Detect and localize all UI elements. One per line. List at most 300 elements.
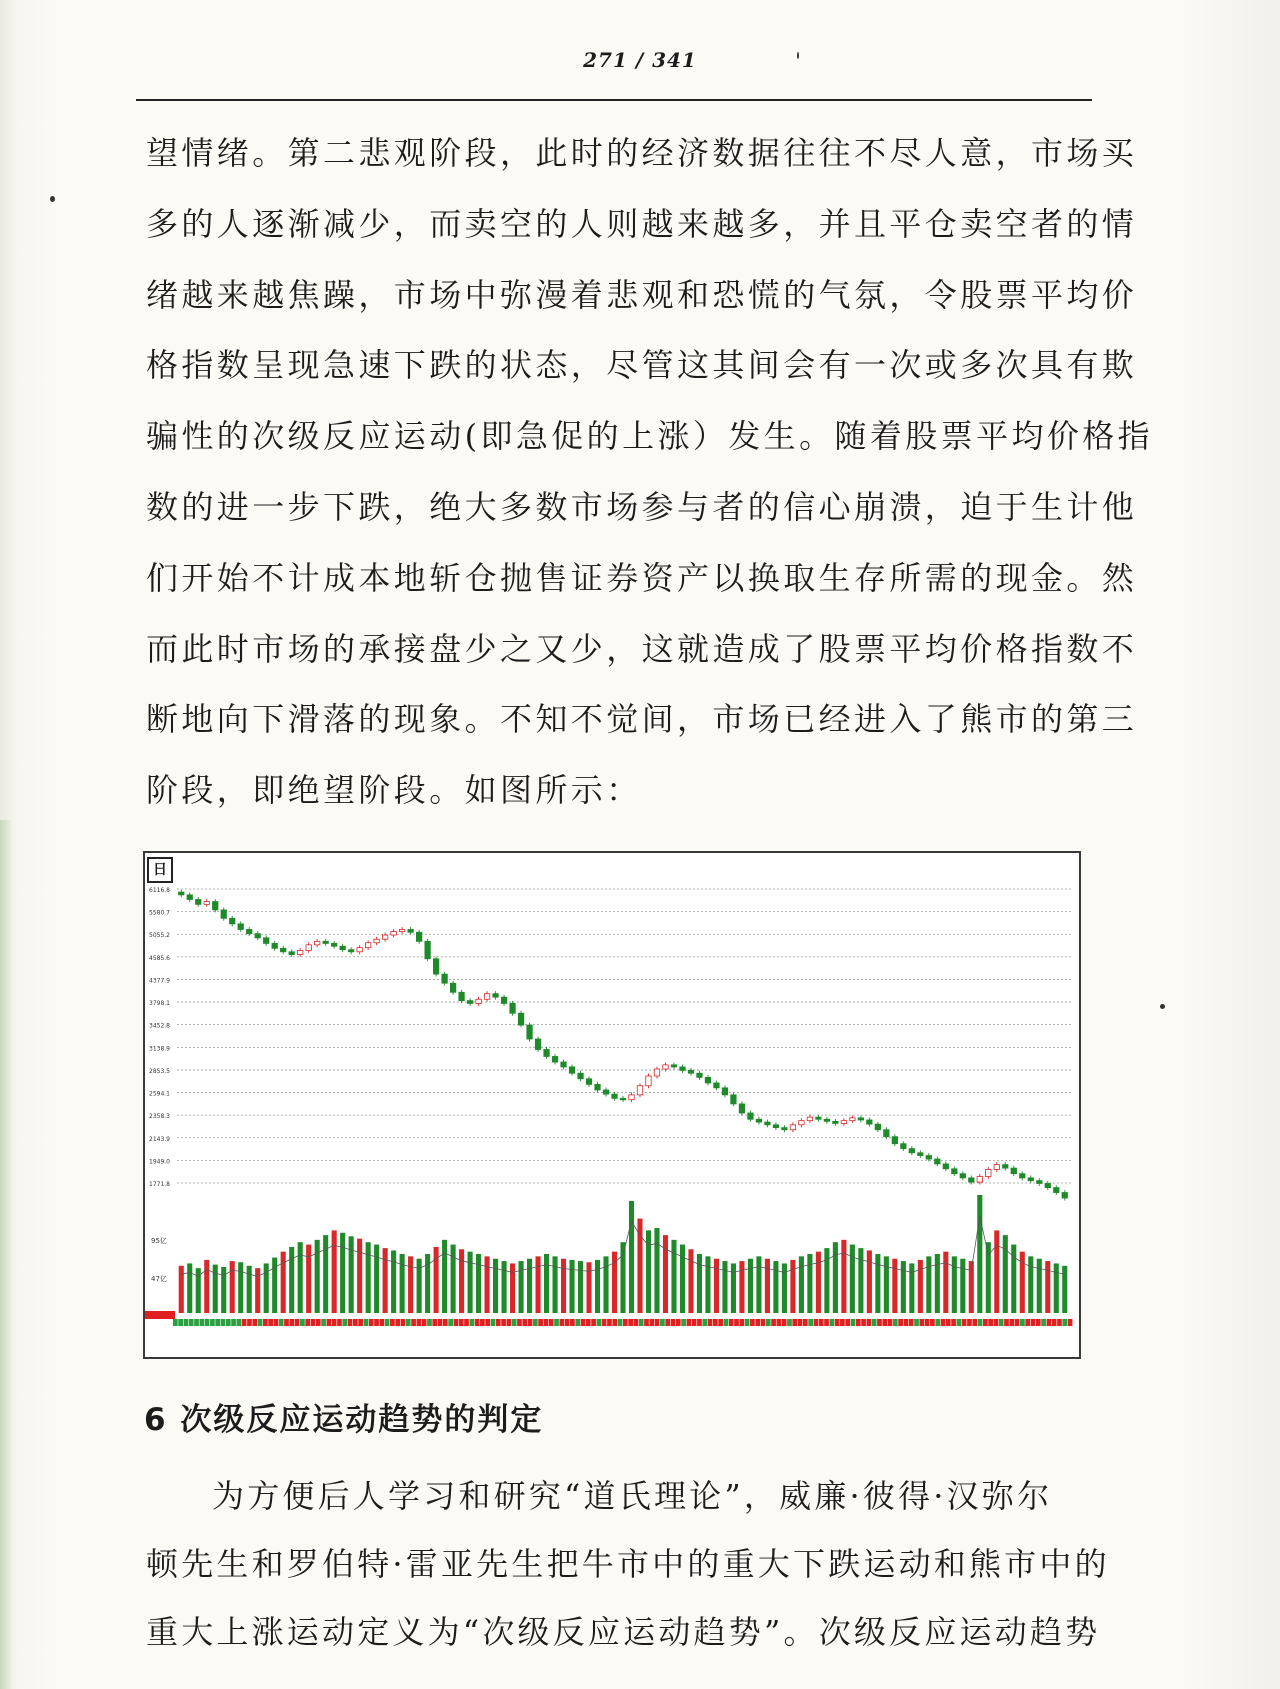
volume-bar — [892, 1259, 897, 1313]
volume-bar — [340, 1233, 345, 1313]
paragraph-line: 断地向下滑落的现象。不知不觉间，市场已经进入了熊市的第三 — [146, 700, 1138, 739]
section-paragraph — [146, 1462, 1110, 1666]
signal-strip-cell — [665, 1319, 670, 1326]
signal-strip-cell — [544, 1319, 549, 1326]
candle-body — [816, 1117, 821, 1119]
signal-strip-cell — [189, 1319, 194, 1326]
volume-bar — [213, 1265, 218, 1313]
volume-bar — [595, 1260, 600, 1313]
candle-body — [280, 948, 285, 951]
price-tick-label: 2853.5 — [149, 1067, 170, 1075]
signal-strip-cell — [808, 1319, 813, 1326]
candle-body — [799, 1121, 804, 1125]
signal-strip-cell — [771, 1319, 776, 1326]
section-heading: 6 次级反应运动趋势的判定 — [144, 1402, 544, 1438]
signal-strip-cell — [946, 1319, 951, 1326]
volume-bar — [485, 1256, 490, 1313]
volume-bar — [391, 1250, 396, 1313]
signal-strip-cell — [364, 1319, 369, 1326]
volume-bar — [629, 1201, 634, 1313]
signal-strip-cell — [655, 1319, 660, 1326]
paragraph-line: 而此时市场的承接盘少之又少，这就造成了股票平均价格指数不 — [146, 629, 1138, 668]
volume-bar — [680, 1245, 685, 1313]
volume-bar — [671, 1240, 676, 1313]
paragraph-line: 顿先生和罗伯特·雷亚先生把牛市中的重大下跌运动和熊市中的 — [146, 1545, 1110, 1583]
volume-bar — [451, 1245, 456, 1313]
volume-bar — [468, 1252, 473, 1313]
volume-bar — [909, 1263, 914, 1313]
signal-strip-cell — [941, 1319, 946, 1326]
candle-body — [425, 941, 430, 958]
print-speck — [797, 52, 799, 59]
price-tick-label: 3798.1 — [149, 1000, 170, 1008]
signal-strip-cell — [247, 1319, 252, 1326]
volume-bar — [204, 1260, 209, 1313]
signal-strip-cell — [919, 1319, 924, 1326]
candle-body — [204, 902, 209, 905]
signal-strip-cell — [422, 1319, 427, 1326]
candle-body — [459, 992, 464, 1000]
volume-bar — [850, 1245, 855, 1313]
volume-bar — [697, 1254, 702, 1313]
volume-bar — [935, 1254, 940, 1313]
signal-strip-cell — [390, 1319, 395, 1326]
signal-strip-cell — [591, 1319, 596, 1326]
signal-strip-cell — [649, 1319, 654, 1326]
candle-body — [977, 1176, 982, 1182]
signal-strip-cell — [342, 1319, 347, 1326]
volume-bar — [298, 1242, 303, 1313]
signal-strip-cell — [814, 1319, 819, 1326]
volume-bar — [994, 1230, 999, 1313]
signal-strip-cell — [607, 1319, 612, 1326]
signal-strip-cell — [379, 1319, 384, 1326]
volume-bar — [901, 1261, 906, 1313]
candle-body — [841, 1121, 846, 1124]
signal-strip-cell — [194, 1319, 199, 1326]
signal-strip-cell — [279, 1319, 284, 1326]
signal-strip-cell — [962, 1319, 967, 1326]
candle-body — [671, 1065, 676, 1067]
signal-strip-cell — [517, 1319, 522, 1326]
signal-strip-cell — [957, 1319, 962, 1326]
signal-strip-cell — [205, 1319, 210, 1326]
candle-body — [782, 1128, 787, 1130]
signal-strip-cell — [724, 1319, 729, 1326]
volume-bar — [1003, 1235, 1008, 1313]
signal-strip-cell — [845, 1319, 850, 1326]
price-tick-label: 4585.6 — [149, 954, 170, 962]
volume-bar — [952, 1256, 957, 1313]
candle-body — [196, 899, 201, 904]
signal-strip-cell — [1004, 1319, 1009, 1326]
signal-strip-cell — [210, 1319, 215, 1326]
print-speck — [1160, 1004, 1165, 1009]
candle-body — [722, 1088, 727, 1095]
candle-body — [1020, 1174, 1025, 1178]
signal-strip-cell — [766, 1319, 771, 1326]
signal-strip-cell — [702, 1319, 707, 1326]
signal-strip-cell — [469, 1319, 474, 1326]
signal-strip-cell — [777, 1319, 782, 1326]
signal-strip-cell — [803, 1319, 808, 1326]
signal-strip-cell — [184, 1319, 189, 1326]
candle-body — [306, 945, 311, 951]
volume-bar — [1045, 1261, 1050, 1313]
candle-body — [263, 938, 268, 944]
volume-bar — [425, 1254, 430, 1313]
signal-strip-cell — [1015, 1319, 1020, 1326]
signal-strip-cell — [745, 1319, 750, 1326]
volume-bar — [493, 1259, 498, 1313]
volume-bar — [731, 1263, 736, 1313]
signal-strip-cell — [1062, 1319, 1067, 1326]
signal-strip-cell — [252, 1319, 257, 1326]
signal-strip-cell — [274, 1319, 279, 1326]
candle-body — [382, 935, 387, 939]
signal-strip-cell — [448, 1319, 453, 1326]
page-edge — [0, 820, 12, 1689]
candle-body — [255, 934, 260, 938]
paragraph-line: 为方便后人学习和研究“道氏理论”，威廉·彼得·汉弥尔 — [212, 1477, 1053, 1515]
candle-body — [221, 910, 226, 918]
legend-block — [145, 1311, 175, 1319]
candle-body — [1011, 1168, 1016, 1174]
signal-strip-cell — [289, 1319, 294, 1326]
candle-body — [595, 1084, 600, 1090]
paragraph-line: 数的进一步下跌，绝大多数市场参与者的信心崩溃，迫于生计他 — [146, 487, 1138, 526]
volume-bar — [1028, 1256, 1033, 1313]
volume-bar — [408, 1256, 413, 1313]
candle-body — [680, 1067, 685, 1070]
volume-bar — [663, 1235, 668, 1313]
signal-strip-cell — [401, 1319, 406, 1326]
volume-bar — [884, 1256, 889, 1313]
signal-strip-cell — [385, 1319, 390, 1326]
candle-body — [986, 1170, 991, 1177]
volume-bar — [306, 1245, 311, 1313]
daily-badge: 日 — [147, 857, 173, 883]
signal-strip-cell — [438, 1319, 443, 1326]
volume-bar — [255, 1268, 260, 1313]
signal-strip-cell — [708, 1319, 713, 1326]
volume-bar — [977, 1195, 982, 1313]
volume-bar — [281, 1252, 286, 1313]
signal-strip-cell — [199, 1319, 204, 1326]
candle-body — [230, 918, 235, 924]
signal-strip-cell — [1009, 1319, 1014, 1326]
candle-body — [901, 1144, 906, 1149]
signal-strip-cell — [475, 1319, 480, 1326]
signal-strip-cell — [417, 1319, 422, 1326]
volume-bar — [654, 1228, 659, 1313]
paragraph-line: 绪越来越焦躁，市场中弥漫着悲观和恐慌的气氛，令股票平均价 — [146, 275, 1138, 314]
candle-body — [960, 1174, 965, 1178]
signal-strip-cell — [485, 1319, 490, 1326]
volume-bar — [502, 1261, 507, 1313]
signal-strip-cell — [554, 1319, 559, 1326]
signal-strip-cell — [337, 1319, 342, 1326]
volume-bar — [366, 1242, 371, 1313]
signal-strip-cell — [353, 1319, 358, 1326]
signal-strip-cell — [840, 1319, 845, 1326]
price-tick-label: 2594.1 — [149, 1090, 170, 1098]
signal-strip-cell — [861, 1319, 866, 1326]
candle-body — [552, 1056, 557, 1062]
signal-strip-cell — [432, 1319, 437, 1326]
candle-body — [408, 929, 413, 932]
volume-bar — [1020, 1252, 1025, 1313]
candle-body — [909, 1149, 914, 1153]
signal-strip-cell — [994, 1319, 999, 1326]
volume-bar — [782, 1263, 787, 1313]
volume-bar — [527, 1259, 532, 1313]
signal-strip-cell — [755, 1319, 760, 1326]
candle-body — [935, 1159, 940, 1164]
candle-body — [756, 1119, 761, 1122]
signal-strip-cell — [570, 1319, 575, 1326]
candle-body — [1054, 1188, 1059, 1193]
candle-body — [807, 1117, 812, 1120]
signal-strip-cell — [713, 1319, 718, 1326]
candle-body — [357, 948, 362, 952]
volume-tick-label: 95亿 — [151, 1237, 167, 1245]
signal-strip-cell — [628, 1319, 633, 1326]
signal-strip-cell — [480, 1319, 485, 1326]
candle-body — [994, 1165, 999, 1170]
volume-bar — [264, 1263, 269, 1313]
volume-bar — [620, 1242, 625, 1313]
candle-body — [620, 1098, 625, 1100]
volume-bar — [816, 1252, 821, 1313]
candle-body — [297, 950, 302, 954]
candle-body — [892, 1137, 897, 1144]
candle-body — [654, 1069, 659, 1076]
candle-body — [365, 943, 370, 948]
volume-bar — [765, 1259, 770, 1313]
candle-body — [884, 1130, 889, 1137]
volume-bar — [603, 1256, 608, 1313]
signal-strip-cell — [369, 1319, 374, 1326]
candle-body — [187, 895, 192, 900]
candle-body — [501, 997, 506, 1003]
signal-strip-cell — [718, 1319, 723, 1326]
signal-strip-cell — [263, 1319, 268, 1326]
candle-body — [578, 1073, 583, 1079]
candle-body — [705, 1077, 710, 1083]
volume-bar — [519, 1261, 524, 1313]
volume-bar — [544, 1254, 549, 1313]
signal-strip-cell — [427, 1319, 432, 1326]
signal-strip-cell — [464, 1319, 469, 1326]
candle-body — [467, 1001, 472, 1004]
candle-body — [238, 924, 243, 930]
signal-strip-cell — [729, 1319, 734, 1326]
signal-strip-cell — [226, 1319, 231, 1326]
signal-strip-cell — [819, 1319, 824, 1326]
signal-strip-cell — [935, 1319, 940, 1326]
candle-body — [272, 943, 277, 948]
candle-body — [484, 994, 489, 1000]
signal-strip-cell — [215, 1319, 220, 1326]
candle-body — [289, 952, 294, 955]
signal-strip-cell — [295, 1319, 300, 1326]
volume-bar — [552, 1256, 557, 1313]
signal-strip-cell — [507, 1319, 512, 1326]
candle-body — [323, 941, 328, 943]
signal-strip-cell — [951, 1319, 956, 1326]
candle-body — [867, 1120, 872, 1124]
candle-body — [544, 1049, 549, 1056]
volume-bar — [799, 1256, 804, 1313]
volume-bar — [841, 1240, 846, 1313]
candle-body — [518, 1013, 523, 1025]
volume-bar — [238, 1262, 243, 1313]
signal-strip-cell — [374, 1319, 379, 1326]
signal-strip-cell — [697, 1319, 702, 1326]
paragraph-line: 阶段，即绝望阶段。如图所示： — [146, 771, 642, 810]
volume-bar — [349, 1236, 354, 1313]
candle-body — [510, 1003, 515, 1013]
signal-strip-cell — [459, 1319, 464, 1326]
volume-bar — [722, 1261, 727, 1313]
signal-strip-cell — [316, 1319, 321, 1326]
volume-bar — [417, 1259, 422, 1313]
signal-strip-cell — [1020, 1319, 1025, 1326]
signal-strip-cell — [978, 1319, 983, 1326]
signal-strip-cell — [930, 1319, 935, 1326]
signal-strip-cell — [792, 1319, 797, 1326]
candle-body — [875, 1124, 880, 1130]
signal-strip-cell — [967, 1319, 972, 1326]
volume-bar — [773, 1261, 778, 1313]
price-tick-label: 3452.8 — [149, 1022, 170, 1030]
price-tick-label: 2358.3 — [149, 1113, 170, 1121]
candle-body — [340, 946, 345, 949]
signal-strip-cell — [358, 1319, 363, 1326]
price-tick-label: 3138.9 — [149, 1045, 170, 1053]
volume-bar — [383, 1248, 388, 1313]
volume-bar — [858, 1248, 863, 1313]
volume-bar — [578, 1261, 583, 1313]
signal-strip-cell — [999, 1319, 1004, 1326]
candle-body — [391, 932, 396, 935]
volume-bar — [332, 1230, 337, 1313]
signal-strip-cell — [882, 1319, 887, 1326]
signal-strip-cell — [332, 1319, 337, 1326]
signal-strip-cell — [893, 1319, 898, 1326]
volume-bar — [289, 1247, 294, 1313]
signal-strip-cell — [348, 1319, 353, 1326]
signal-strip-cell — [602, 1319, 607, 1326]
signal-strip-cell — [988, 1319, 993, 1326]
candle-body — [765, 1122, 770, 1125]
signal-strip-cell — [909, 1319, 914, 1326]
signal-strip-cell — [549, 1319, 554, 1326]
volume-bar — [434, 1247, 439, 1313]
price-tick-label: 2143.9 — [149, 1135, 170, 1143]
volume-bar — [875, 1254, 880, 1313]
paragraph-line: 们开始不计成本地斩仓抛售证券资产以换取生存所需的现金。然 — [146, 558, 1138, 597]
signal-strip-cell — [327, 1319, 332, 1326]
candle-body — [773, 1125, 778, 1128]
signal-strip-cell — [877, 1319, 882, 1326]
signal-strip-cell — [983, 1319, 988, 1326]
volume-bar — [1062, 1266, 1067, 1313]
candle-body — [1003, 1165, 1008, 1168]
volume-bar — [714, 1259, 719, 1313]
volume-bar — [790, 1260, 795, 1313]
signal-strip-cell — [761, 1319, 766, 1326]
signal-strip-cell — [676, 1319, 681, 1326]
volume-bar — [247, 1266, 252, 1313]
signal-strip-cell — [411, 1319, 416, 1326]
candle-body — [442, 974, 447, 983]
signal-strip-cell — [1052, 1319, 1057, 1326]
volume-bar — [748, 1259, 753, 1313]
price-tick-label: 1949.0 — [149, 1158, 170, 1166]
signal-strip-cell — [660, 1319, 665, 1326]
candle-body — [476, 999, 481, 1003]
volume-bar — [833, 1242, 838, 1313]
signal-strip-cell — [1025, 1319, 1030, 1326]
signal-strip-cell — [634, 1319, 639, 1326]
signal-strip-cell — [538, 1319, 543, 1326]
volume-bar — [586, 1262, 591, 1313]
signal-strip-cell — [829, 1319, 834, 1326]
signal-strip-cell — [782, 1319, 787, 1326]
volume-bar — [535, 1256, 540, 1313]
candle-body — [331, 943, 336, 946]
signal-strip-cell — [898, 1319, 903, 1326]
paragraph-line: 骗性的次级反应运动(即急促的上涨）发生。随着股票平均价格指 — [146, 417, 1154, 456]
signal-strip-cell — [565, 1319, 570, 1326]
volume-bar — [459, 1249, 464, 1313]
volume-bar — [569, 1260, 574, 1313]
signal-strip-cell — [501, 1319, 506, 1326]
signal-strip-cell — [1068, 1319, 1073, 1326]
signal-strip-cell — [739, 1319, 744, 1326]
candle-body — [433, 959, 438, 974]
signal-strip-cell — [851, 1319, 856, 1326]
signal-strip-cell — [237, 1319, 242, 1326]
signal-strip-cell — [639, 1319, 644, 1326]
volume-bar — [561, 1259, 566, 1313]
signal-strip-cell — [454, 1319, 459, 1326]
volume-bar — [943, 1252, 948, 1313]
candle-body — [926, 1156, 931, 1159]
candle-body — [527, 1025, 532, 1039]
candle-body — [943, 1164, 948, 1169]
signal-strip-cell — [178, 1319, 183, 1326]
signal-strip-cell — [618, 1319, 623, 1326]
signal-strip-cell — [835, 1319, 840, 1326]
signal-strip-cell — [597, 1319, 602, 1326]
volume-bar — [705, 1256, 710, 1313]
signal-strip-cell — [173, 1319, 178, 1326]
signal-strip-cell — [512, 1319, 517, 1326]
signal-strip-cell — [406, 1319, 411, 1326]
price-tick-label: 4377.9 — [149, 977, 170, 985]
signal-strip-cell — [687, 1319, 692, 1326]
volume-bar — [476, 1254, 481, 1313]
signal-strip-cell — [395, 1319, 400, 1326]
volume-bar — [926, 1256, 931, 1313]
volume-bar — [807, 1254, 812, 1313]
paragraph-line: 格指数呈现急速下跌的状态，尽管这其间会有一次或多次具有欺 — [146, 346, 1138, 385]
signal-strip-cell — [258, 1319, 263, 1326]
candle-body — [1045, 1183, 1050, 1187]
